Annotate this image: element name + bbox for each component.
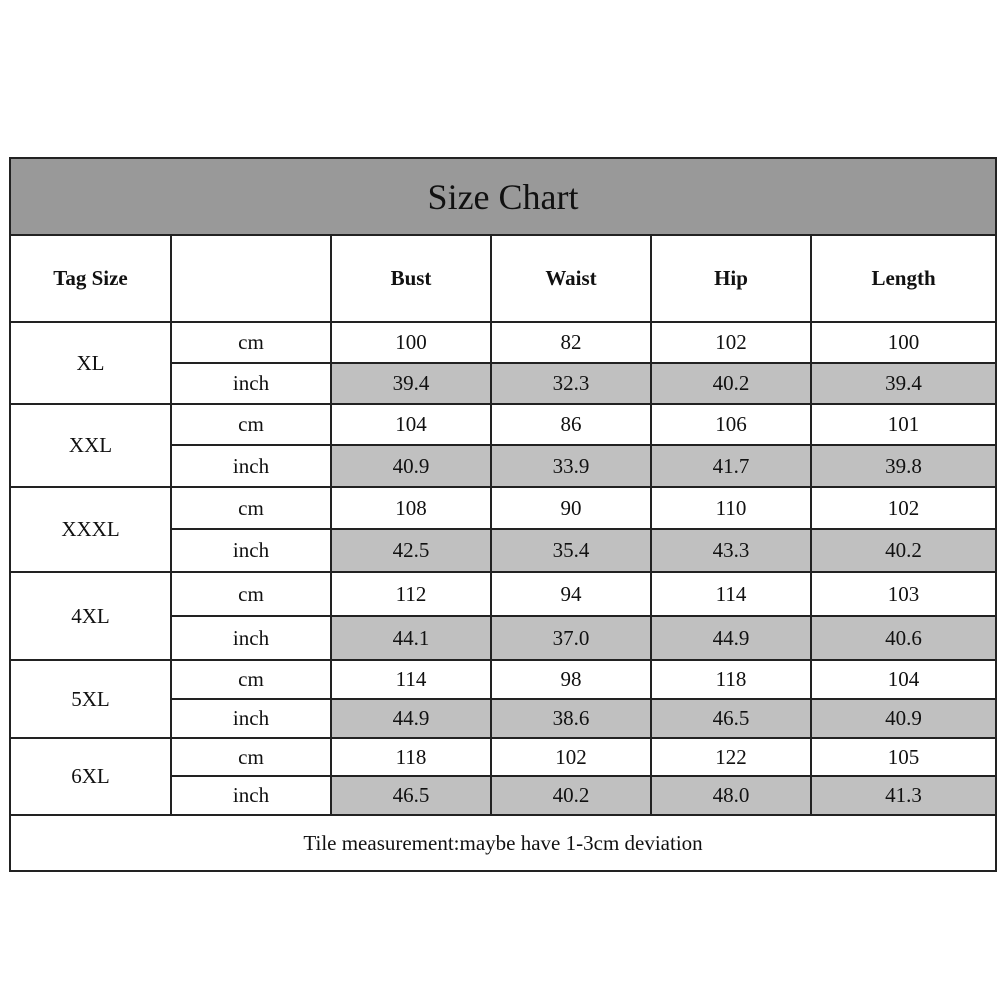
measurement-cell: 40.9 xyxy=(331,445,491,487)
measurement-cell: 100 xyxy=(811,322,996,363)
header-hip: Hip xyxy=(651,235,811,322)
measurement-cell: 102 xyxy=(651,322,811,363)
measurement-cell: 102 xyxy=(811,487,996,529)
unit-label: cm xyxy=(171,322,331,363)
unit-label: inch xyxy=(171,363,331,404)
tag-size: 5XL xyxy=(10,660,171,738)
measurement-cell: 40.2 xyxy=(651,363,811,404)
measurement-cell: 86 xyxy=(491,404,651,445)
footer-note: Tile measurement:maybe have 1-3cm deviation xyxy=(10,815,996,871)
measurement-cell: 40.6 xyxy=(811,616,996,660)
table-row xyxy=(10,322,996,363)
measurement-cell: 118 xyxy=(331,738,491,776)
measurement-cell: 114 xyxy=(651,572,811,616)
measurement-cell: 103 xyxy=(811,572,996,616)
measurement-cell: 82 xyxy=(491,322,651,363)
measurement-cell: 98 xyxy=(491,660,651,699)
tag-size: XL xyxy=(10,322,171,404)
measurement-cell: 40.2 xyxy=(811,529,996,572)
measurement-cell: 43.3 xyxy=(651,529,811,572)
unit-label: inch xyxy=(171,699,331,738)
unit-label: cm xyxy=(171,404,331,445)
measurement-cell: 105 xyxy=(811,738,996,776)
tag-size: XXL xyxy=(10,404,171,487)
measurement-cell: 48.0 xyxy=(651,776,811,815)
measurement-cell: 46.5 xyxy=(651,699,811,738)
measurement-cell: 39.4 xyxy=(811,363,996,404)
chart-title: Size Chart xyxy=(10,158,996,235)
header-bust: Bust xyxy=(331,235,491,322)
measurement-cell: 110 xyxy=(651,487,811,529)
measurement-cell: 100 xyxy=(331,322,491,363)
measurement-cell: 42.5 xyxy=(331,529,491,572)
table-row xyxy=(10,404,996,445)
table-row xyxy=(10,487,996,529)
table-row xyxy=(10,572,996,616)
measurement-cell: 102 xyxy=(491,738,651,776)
header-unit xyxy=(171,235,331,322)
measurement-cell: 32.3 xyxy=(491,363,651,404)
header-row xyxy=(10,235,996,322)
measurement-cell: 33.9 xyxy=(491,445,651,487)
unit-label: inch xyxy=(171,776,331,815)
unit-label: cm xyxy=(171,660,331,699)
measurement-cell: 40.9 xyxy=(811,699,996,738)
size-chart-table xyxy=(9,157,997,872)
measurement-cell: 40.2 xyxy=(491,776,651,815)
measurement-cell: 114 xyxy=(331,660,491,699)
measurement-cell: 35.4 xyxy=(491,529,651,572)
unit-label: cm xyxy=(171,738,331,776)
measurement-cell: 44.9 xyxy=(651,616,811,660)
unit-label: cm xyxy=(171,487,331,529)
unit-label: cm xyxy=(171,572,331,616)
measurement-cell: 90 xyxy=(491,487,651,529)
measurement-cell: 37.0 xyxy=(491,616,651,660)
measurement-cell: 39.4 xyxy=(331,363,491,404)
unit-label: inch xyxy=(171,529,331,572)
measurement-cell: 122 xyxy=(651,738,811,776)
measurement-cell: 104 xyxy=(811,660,996,699)
measurement-cell: 118 xyxy=(651,660,811,699)
table-row xyxy=(10,738,996,776)
measurement-cell: 94 xyxy=(491,572,651,616)
measurement-cell: 112 xyxy=(331,572,491,616)
measurement-cell: 44.1 xyxy=(331,616,491,660)
measurement-cell: 38.6 xyxy=(491,699,651,738)
header-waist: Waist xyxy=(491,235,651,322)
measurement-cell: 108 xyxy=(331,487,491,529)
measurement-cell: 104 xyxy=(331,404,491,445)
tag-size: 6XL xyxy=(10,738,171,815)
measurement-cell: 101 xyxy=(811,404,996,445)
measurement-cell: 106 xyxy=(651,404,811,445)
measurement-cell: 41.3 xyxy=(811,776,996,815)
measurement-cell: 41.7 xyxy=(651,445,811,487)
table-row xyxy=(10,660,996,699)
measurement-cell: 44.9 xyxy=(331,699,491,738)
header-tag-size: Tag Size xyxy=(10,235,171,322)
measurement-cell: 39.8 xyxy=(811,445,996,487)
unit-label: inch xyxy=(171,616,331,660)
unit-label: inch xyxy=(171,445,331,487)
tag-size: XXXL xyxy=(10,487,171,572)
header-length: Length xyxy=(811,235,996,322)
measurement-cell: 46.5 xyxy=(331,776,491,815)
tag-size: 4XL xyxy=(10,572,171,660)
